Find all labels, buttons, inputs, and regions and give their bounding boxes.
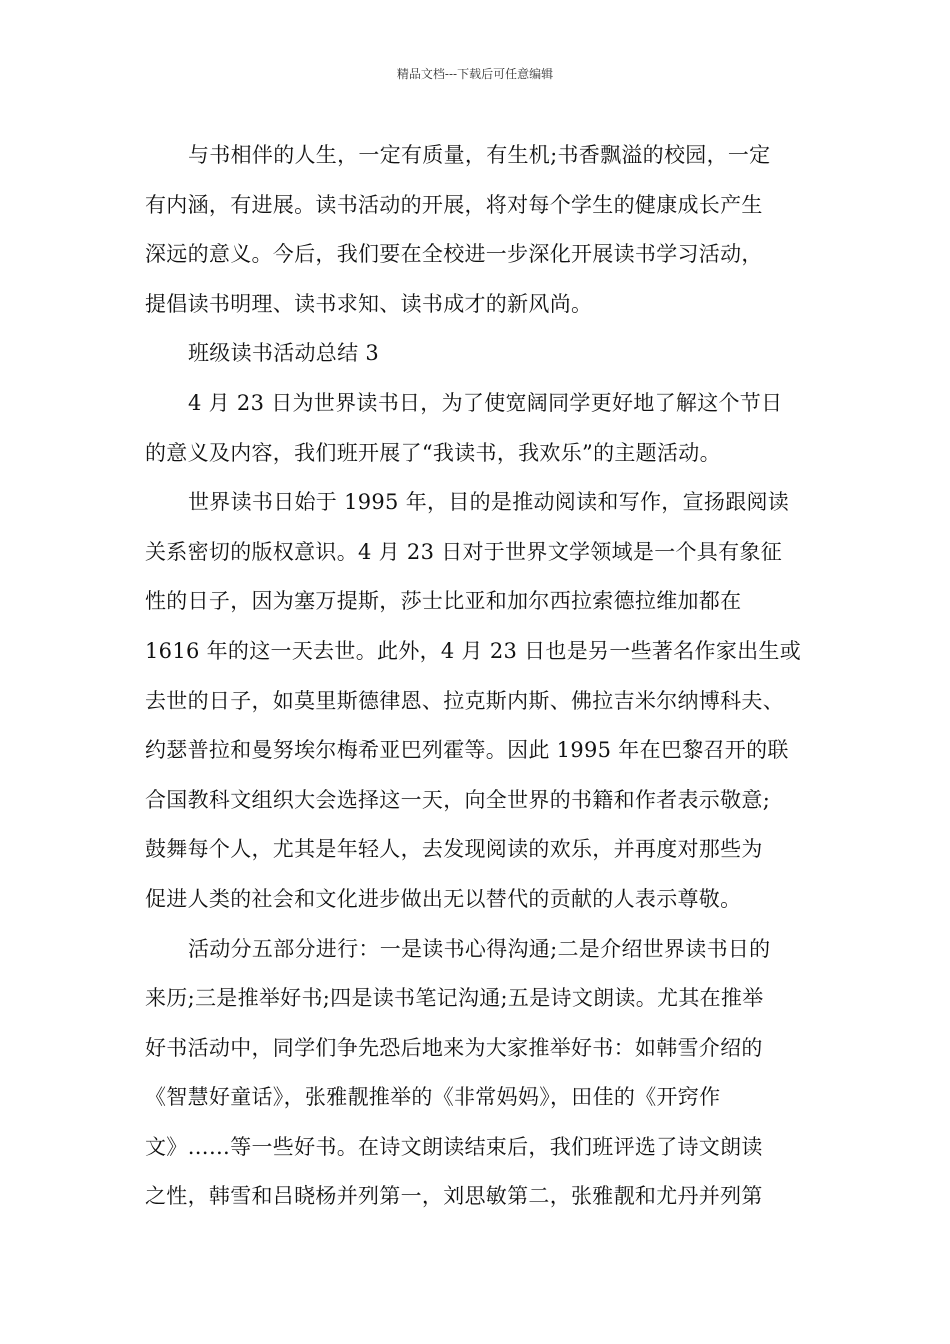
- text-line: 活动分五部分进行：一是读书心得沟通;二是介绍世界读书日的: [188, 936, 771, 961]
- text-line: 4 月 23 日为世界读书日，为了使宽阔同学更好地了解这个节日: [188, 390, 783, 415]
- text-line: 鼓舞每个人，尤其是年轻人，去发现阅读的欢乐，并再度对那些为: [145, 837, 763, 862]
- text-line: 促进人类的社会和文化进步做出无以替代的贡献的人表示尊敬。: [145, 886, 742, 911]
- document-body: [145, 131, 805, 1222]
- text-line: 1616 年的这一天去世。此外，4 月 23 日也是另一些著名作家出生或: [145, 638, 802, 663]
- text-line: 关系密切的版权意识。4 月 23 日对于世界文学领域是一个具有象征: [145, 539, 783, 564]
- text-line: 之性，韩雪和吕晓杨并列第一，刘思敏第二，张雅靓和尤丹并列第: [145, 1184, 763, 1209]
- page-header: 精品文档---下载后可任意编辑: [396, 67, 554, 81]
- text-line: 约瑟普拉和曼努埃尔梅希亚巴列霍等。因此 1995 年在巴黎召开的联: [145, 738, 789, 763]
- section-heading: 班级读书活动总结 3: [188, 341, 380, 366]
- text-line: 提倡读书明理、读书求知、读书成才的新风尚。: [145, 291, 593, 316]
- text-line: 去世的日子，如莫里斯德律恩、拉克斯内斯、佛拉吉米尔纳博科夫、: [145, 688, 784, 713]
- text-line: 深远的意义。今后，我们要在全校进一步深化开展读书学习活动，: [145, 242, 763, 267]
- text-line: 好书活动中，同学们争先恐后地来为大家推举好书：如韩雪介绍的: [145, 1035, 763, 1060]
- text-line: 与书相伴的人生，一定有质量，有生机;书香飘溢的校园，一定: [188, 143, 771, 167]
- text-line: 来历;三是推举好书;四是读书笔记沟通;五是诗文朗读。尤其在推举: [145, 986, 764, 1011]
- text-line: 性的日子，因为塞万提斯，莎士比亚和加尔西拉索德拉维加都在: [145, 589, 742, 614]
- text-line: 有内涵，有进展。读书活动的开展，将对每个学生的健康成长产生: [145, 192, 763, 217]
- text-line: 的意义及内容，我们班开展了“我读书，我欢乐”的主题活动。: [145, 440, 721, 465]
- text-line: 世界读书日始于 1995 年，目的是推动阅读和写作，宣扬跟阅读: [188, 490, 790, 515]
- text-line: 合国教科文组织大会选择这一天，向全世界的书籍和作者表示敬意;: [145, 787, 771, 812]
- text-line: 文》……等一些好书。在诗文朗读结束后，我们班评选了诗文朗读: [145, 1134, 763, 1159]
- text-line: 《智慧好童话》，张雅靓推举的《非常妈妈》，田佳的《开窍作: [145, 1085, 721, 1110]
